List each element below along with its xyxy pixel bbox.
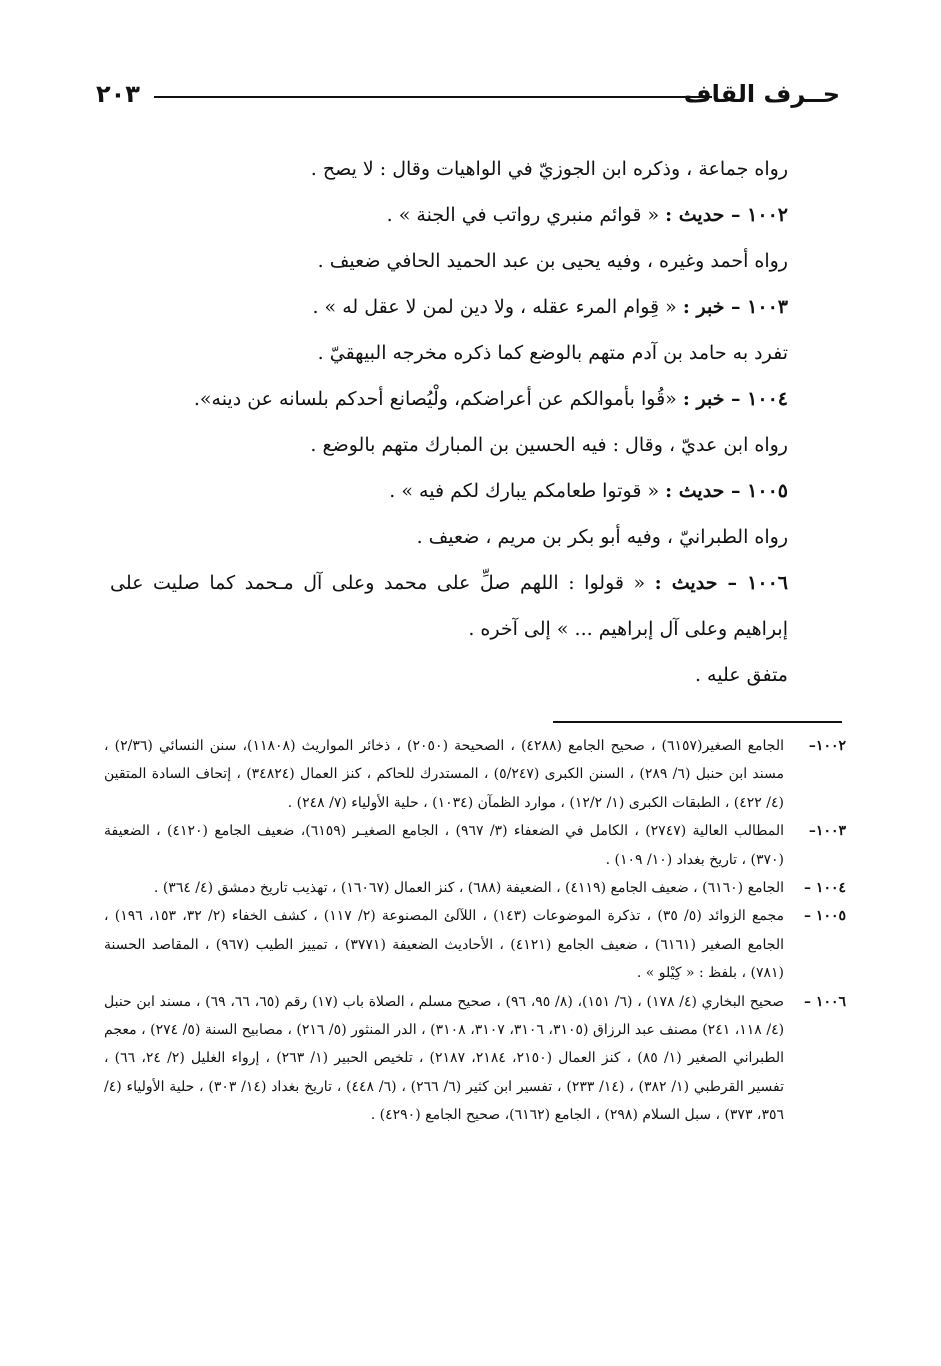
footnote-number: ١٠٠٤ – — [804, 880, 846, 897]
hadith-entry — [110, 284, 842, 330]
footnote-separator — [553, 721, 842, 723]
hadith-label: حديث : — [654, 572, 718, 594]
footnote-number: ١٠٠٢– — [808, 738, 846, 754]
hadith-entry — [110, 560, 842, 652]
chapter-title: حــرف القاف — [683, 80, 840, 108]
line-text: رواه جماعة ، وذكره ابن الجوزيّ في الواهيات وقال : لا يصح . — [310, 158, 788, 180]
commentary-line — [110, 652, 842, 698]
line-text: « قِوام المرء عقله ، ولا دين لمن لا عقل له » . — [312, 296, 683, 318]
line-text: متفق عليه . — [694, 664, 788, 686]
commentary-line — [110, 514, 842, 560]
footnote-text: المطالب العالية (٢٧٤٧) ، الكامل في الضعفاء (٣/ ٩٦٧) ، الجامع الصغيـر (٦١٥٩)، ضعيف الجامع (٤١٢٠) ، الضعيفة (٣٧٠) ، تاريخ بغداد (١٠/ ١٠٩) . — [104, 823, 784, 868]
line-text: تفرد به حامد بن آدم متهم بالوضع كما ذكره مخرجه البيهقيّ . — [317, 342, 788, 364]
page-number: ٢٠٣ — [96, 80, 140, 108]
header-rule — [154, 96, 712, 98]
line-text: « قوتوا طعامكم يبارك لكم فيه » . — [389, 480, 666, 502]
commentary-line — [110, 238, 842, 284]
commentary-line — [110, 146, 842, 192]
footnote — [104, 874, 846, 902]
hadith-entry — [110, 468, 842, 514]
footnote-number: ١٠٠٣– — [808, 823, 846, 840]
hadith-entry — [110, 192, 842, 238]
hadith-label: خبر : — [682, 296, 725, 318]
hadith-number: ١٠٠٤ – — [724, 388, 788, 410]
commentary-line — [110, 422, 842, 468]
footnote — [104, 732, 846, 817]
footnote — [104, 817, 846, 874]
line-text: رواه ابن عديّ ، وقال : فيه الحسين بن المبارك متهم بالوضع . — [310, 434, 788, 456]
hadith-number: ١٠٠٥ – — [724, 480, 788, 502]
footnote-text: مجمع الزوائد (٥/ ٣٥) ، تذكرة الموضوعات (١٤٣) ، اللآلئ المصنوعة (٢/ ١١٧) ، كشف الخفاء (٢/ ٣٢، ١٥٣، ١٩٦) ، الجامع الصغير (٦١٦١) ، ضعيف الجامع (٤١٢١) ، الأحاديث الضعيفة (٣٧٧١) ، تمييز الطيب (٩٦٧) ، المقاصد الحسنة (٧٨١) ، بلفظ : « كِيْلو » . — [104, 908, 785, 982]
hadith-number: ١٠٠٢ – — [724, 204, 788, 226]
footnote-text: الجامع (٦١٦٠) ، ضعيف الجامع (٤١١٩) ، الضعيفة (٦٨٨) ، كنز العمال (١٦٠٦٧) ، تهذيب تاريخ دمشق (٤/ ٣٦٤) . — [153, 880, 784, 897]
footnotes — [104, 732, 846, 1130]
hadith-entry — [110, 376, 842, 422]
hadith-label: حديث : — [665, 204, 725, 226]
line-text: « قوائم منبري رواتب في الجنة » . — [386, 204, 666, 226]
footnote — [104, 902, 846, 987]
line-text: « قولوا : اللهم صلِّ على محمد وعلى آل مـحمد كما صليت على إبراهيم وعلى آل إبراهيم ... » إلى آخره . — [110, 572, 788, 640]
footnote-text: الجامع الصغير(٦١٥٧) ، صحيح الجامع (٤٢٨٨) ، الصحيحة (٢٠٥٠) ، ذخائر المواريث (١١٨٠٨)، سنن النسائي (٢/٣٦) ، مسند ابن حنبل (٦/ ٢٨٩) ، السنن الكبرى (٥/٢٤٧) ، المستدرك للحاكم ، كنز العمال (٣٤٨٢٤) ، إتحاف السادة المتقين (٤/ ٤٢٢) ، الطبقات الكبرى (١/ ١٢/٢) ، موارد الظمآن (١٠٣٤) ، حلية الأولياء (٧/ ٢٤٨) . — [104, 738, 785, 811]
commentary-line — [110, 330, 842, 376]
hadith-number: ١٠٠٣ – — [724, 296, 788, 318]
hadith-label: خبر : — [682, 388, 725, 410]
hadith-label: حديث : — [665, 480, 725, 502]
main-text — [110, 146, 842, 698]
footnote-number: ١٠٠٥ – — [804, 908, 846, 925]
page-header — [96, 78, 840, 118]
footnote-text: صحيح البخاري (٤/ ١٧٨) ، (٦/ ١٥١)، (٨/ ٩٥، ٩٦) ، صحيح مسلم ، الصلاة باب (١٧) رقم (٦٥، ٦٦، ٦٩) ، مسند ابن حنبل (٤/ ١١٨، ٢٤١) مصنف عبد الرزاق (٣١٠٥، ٣١٠٦، ٣١٠٧، ٣١٠٨) ، الدر المنثور (٥/ ٢١٦) ، مصابيح السنة (٥/ ٢٧٤) ، معجم الطبراني الصغير (١/ ٨٥) ، كنز العمال (٢١٥٠، ٢١٨٤، ٢١٨٧) ، تلخيص الحبير (١/ ٢٦٣) ، إرواء الغليل (٢/ ٢٤، ٦٦) ، تفسير القرطبي (١/ ٣٨٢) ، (١٤/ ٢٣٣) ، تفسير ابن كثير (٦/ ٢٦٦) ، (٦/ ٤٤٨) ، تاريخ بغداد (١٤/ ٣٠٣) ، حلية الأولياء (٤/ ٣٥٦، ٣٧٣) ، سبل السلام (٢٩٨) ، الجامع (٦١٦٢)، صحيح الجامع (٤٢٩٠) . — [104, 993, 785, 1124]
footnote — [104, 988, 846, 1130]
line-text: رواه أحمد وغيره ، وفيه يحيى بن عبد الحميد الحافي ضعيف . — [317, 250, 788, 272]
line-text: «قُوا بأموالكم عن أعراضكم، ولْيُصانع أحدكم بلسانه عن دينه». — [193, 388, 683, 410]
line-text: رواه الطبرانيّ ، وفيه أبو بكر بن مريم ، ضعيف . — [416, 526, 788, 548]
footnote-number: ١٠٠٦ – — [804, 993, 846, 1010]
hadith-number: ١٠٠٦ – — [717, 572, 788, 594]
